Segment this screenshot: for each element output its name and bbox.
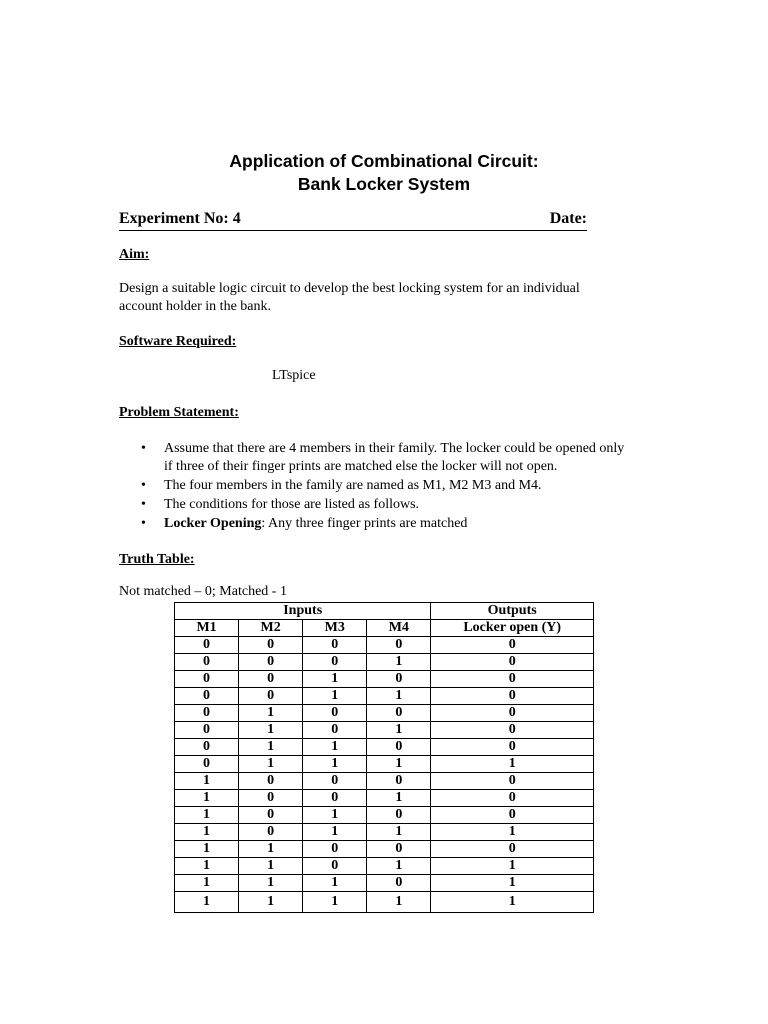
cell-m4: 0 [367,637,431,654]
cell-m4: 1 [367,790,431,807]
cell-y: 1 [431,756,594,773]
cell-m4: 0 [367,807,431,824]
cell-m3: 0 [303,654,367,671]
bullet-2-text: The four members in the family are named as M1, M2 M3 and M4. [164,478,542,493]
inputs-group-header: Inputs [175,603,431,620]
cell-m1: 0 [175,688,239,705]
cell-y: 0 [431,739,594,756]
column-header-locker-open: Locker open (Y) [431,620,594,637]
cell-m1: 1 [175,841,239,858]
outputs-group-header: Outputs [431,603,594,620]
experiment-row [119,210,587,231]
bullet-1-line-1: Assume that there are 4 members in their family. The locker could be opened only [164,441,625,456]
cell-m2: 1 [239,858,303,875]
cell-m2: 0 [239,654,303,671]
cell-y: 0 [431,637,594,654]
cell-m4: 0 [367,671,431,688]
list-item [119,477,679,495]
truth-table [174,602,594,913]
cell-y: 0 [431,807,594,824]
cell-m1: 1 [175,858,239,875]
cell-m4: 0 [367,739,431,756]
cell-m4: 1 [367,756,431,773]
column-header-m3: M3 [303,620,367,637]
bullet-icon: • [141,516,146,531]
cell-m2: 0 [239,773,303,790]
bullet-icon: • [141,478,146,493]
cell-y: 0 [431,773,594,790]
cell-m2: 1 [239,739,303,756]
table-row [175,773,594,790]
table-row [175,892,594,913]
cell-m4: 0 [367,773,431,790]
table-row [175,739,594,756]
cell-m3: 0 [303,637,367,654]
cell-m1: 0 [175,739,239,756]
cell-m1: 1 [175,824,239,841]
cell-m3: 1 [303,824,367,841]
list-item [119,440,679,476]
cell-m1: 1 [175,807,239,824]
software-name: LTspice [272,368,316,383]
cell-m2: 1 [239,875,303,892]
cell-m1: 0 [175,722,239,739]
cell-y: 0 [431,671,594,688]
cell-m3: 0 [303,858,367,875]
aim-text [119,280,580,316]
bullet-4-rest: : Any three finger prints are matched [261,516,468,531]
cell-y: 1 [431,858,594,875]
table-row [175,722,594,739]
cell-m4: 1 [367,892,431,913]
problem-bullet-list [119,440,679,534]
table-row [175,807,594,824]
table-row [175,824,594,841]
cell-m3: 0 [303,705,367,722]
cell-m1: 0 [175,756,239,773]
cell-y: 0 [431,705,594,722]
cell-m3: 1 [303,892,367,913]
cell-m4: 1 [367,722,431,739]
column-header-row [175,620,594,637]
cell-m4: 1 [367,688,431,705]
cell-m2: 1 [239,841,303,858]
cell-m1: 1 [175,892,239,913]
cell-m3: 1 [303,688,367,705]
column-header-m1: M1 [175,620,239,637]
cell-m3: 0 [303,790,367,807]
cell-m2: 0 [239,671,303,688]
bullet-3-text: The conditions for those are listed as follows. [164,497,420,512]
cell-m1: 0 [175,705,239,722]
cell-m4: 1 [367,858,431,875]
cell-m3: 1 [303,756,367,773]
bullet-1-line-2: if three of their finger prints are matched else the locker will not open. [164,459,558,474]
cell-y: 0 [431,654,594,671]
cell-m2: 0 [239,824,303,841]
cell-m4: 0 [367,705,431,722]
cell-m2: 0 [239,637,303,654]
cell-m1: 1 [175,773,239,790]
table-row [175,654,594,671]
cell-m1: 0 [175,637,239,654]
cell-m2: 0 [239,790,303,807]
bullet-4-bold: Locker Opening [164,516,262,531]
cell-m3: 1 [303,739,367,756]
cell-m4: 0 [367,875,431,892]
column-header-m2: M2 [239,620,303,637]
cell-m2: 0 [239,688,303,705]
cell-y: 0 [431,841,594,858]
cell-m4: 1 [367,824,431,841]
group-header-row [175,603,594,620]
cell-m2: 0 [239,807,303,824]
aim-text-line-1: Design a suitable logic circuit to develop the best locking system for an individual [119,281,580,296]
cell-m1: 1 [175,875,239,892]
document-title [0,150,768,196]
table-row [175,875,594,892]
truth-table-heading: Truth Table: [119,552,195,567]
cell-m2: 1 [239,892,303,913]
bullet-icon: • [141,441,146,456]
cell-y: 0 [431,722,594,739]
cell-m1: 0 [175,671,239,688]
list-item [119,515,679,533]
cell-m3: 1 [303,671,367,688]
cell-m2: 1 [239,722,303,739]
table-row [175,858,594,875]
list-item [119,496,679,514]
cell-y: 1 [431,892,594,913]
cell-m1: 0 [175,654,239,671]
table-row [175,756,594,773]
cell-m1: 1 [175,790,239,807]
cell-m3: 0 [303,773,367,790]
aim-text-line-2: account holder in the bank. [119,299,272,314]
column-header-m4: M4 [367,620,431,637]
cell-m4: 0 [367,841,431,858]
cell-m2: 1 [239,705,303,722]
cell-m3: 1 [303,875,367,892]
cell-y: 1 [431,875,594,892]
table-row [175,841,594,858]
cell-y: 1 [431,824,594,841]
experiment-number: Experiment No: 4 [119,210,241,227]
cell-m4: 1 [367,654,431,671]
truth-table-body [175,637,594,913]
truth-table-legend: Not matched – 0; Matched - 1 [119,584,287,599]
cell-m3: 0 [303,722,367,739]
title-line-2: Bank Locker System [297,174,471,194]
table-row [175,637,594,654]
cell-y: 0 [431,688,594,705]
experiment-date: Date: [549,210,587,227]
software-heading: Software Required: [119,334,237,349]
bullet-icon: • [141,497,146,512]
problem-heading: Problem Statement: [119,405,239,420]
cell-y: 0 [431,790,594,807]
cell-m3: 1 [303,807,367,824]
cell-m3: 0 [303,841,367,858]
table-row [175,688,594,705]
table-row [175,790,594,807]
aim-heading: Aim: [119,247,150,262]
title-line-1: Application of Combinational Circuit: [229,151,539,171]
cell-m2: 1 [239,756,303,773]
table-row [175,671,594,688]
table-row [175,705,594,722]
